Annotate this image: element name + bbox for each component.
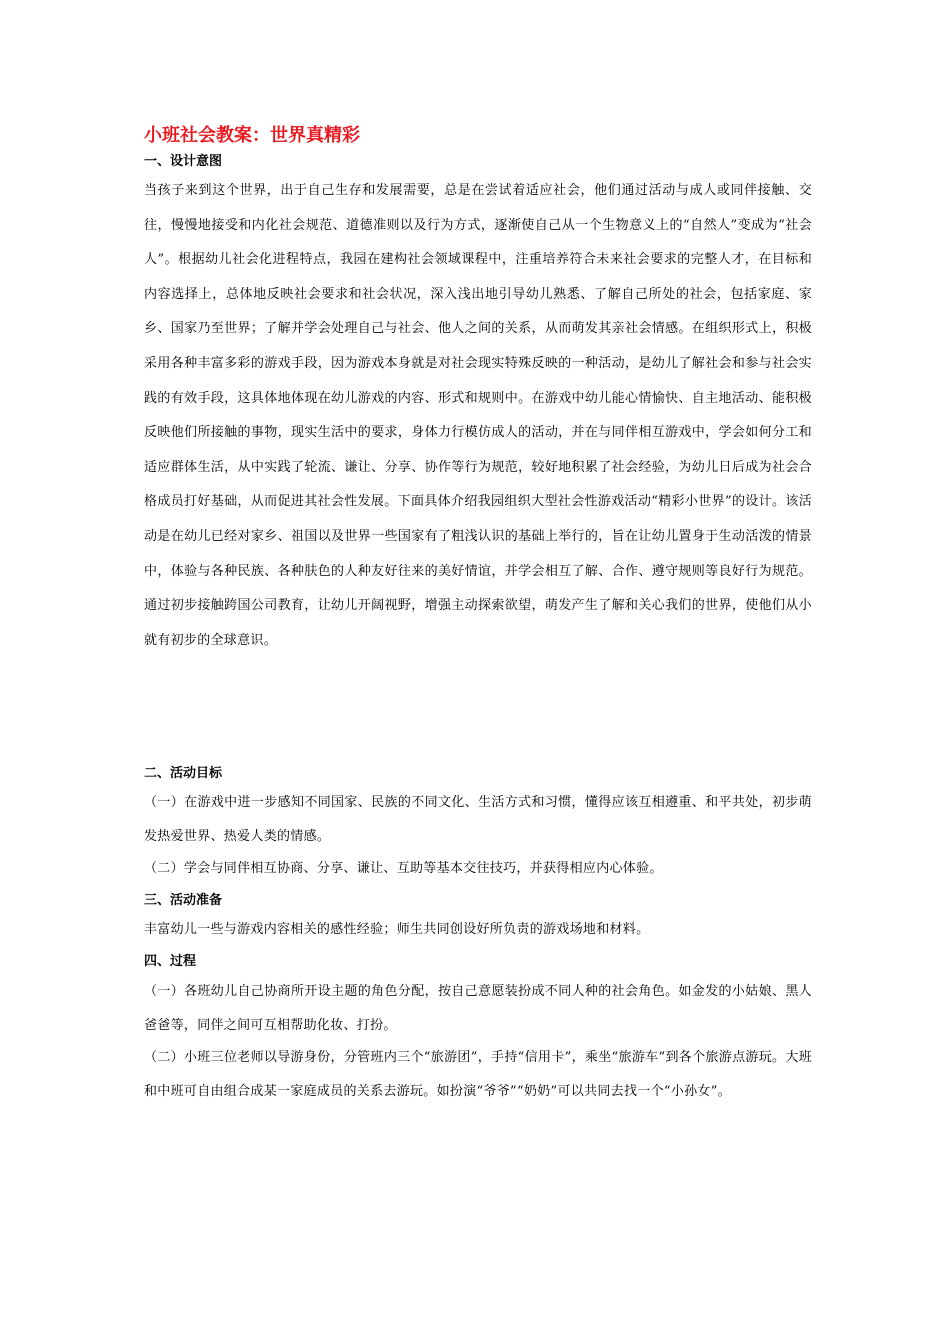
process-item-1: （一）各班幼儿自己协商所开设主题的角色分配，按自己意愿装扮成不同人种的社会角色。如金发的小姑娘、黑人爸爸等，同伴之间可互相帮助化妆、打扮。 — [144, 984, 812, 1033]
goal-item-1: （一）在游戏中进一步感知不同国家、民族的不同文化、生活方式和习惯，懂得应该互相遵重、和平共处，初步萌发热爱世界、热爱人类的情感。 — [144, 795, 812, 844]
section-heading-preparation: 三、活动准备 — [144, 893, 223, 908]
design-intent-paragraph: 当孩子来到这个世界，出于自己生存和发展需要，总是在尝试着适应社会，他们通过活动与成人或同伴接触、交往，慢慢地接受和内化社会规范、道德准则以及行为方式，逐渐使自己从一个生物意义上的“自然人”变成为“社会人”。根据幼儿社会化进程特点，我园在建构社会领域课程中，注重培养符合未来社会要求的完整人才，在目标和内容选择上，总体地反映社会要求和社会状况，深入浅出地引导幼儿熟悉、了解自己所处的社会，包括家庭、家乡、国家乃至世界；了解并学会处理自己与社会、他人之间的关系，从而萌发其亲社会情感。在组织形式上，积极采用各种丰富多彩的游戏手段，因为游戏本身就是对社会现实特殊反映的一种活动，是幼儿了解社会和参与社会实践的有效手段，这具体地体现在幼儿游戏的内容、形式和规则中。在游戏中幼儿能心情愉快、自主地活动、能积极反映他们所接触的事物，现实生活中的要求，身体力行模仿成人的活动，并在与同伴相互游戏中，学会如何分工和适应群体生活，从中实践了轮流、谦让、分享、协作等行为规范，较好地积累了社会经验，为幼儿日后成为社会合格成员打好基础，从而促进其社会性发展。下面具体介绍我园组织大型社会性游戏活动“精彩小世界”的设计。该活动是在幼儿已经对家乡、祖国以及世界一些国家有了粗浅认识的基础上举行的，旨在让幼儿置身于生动活泼的情景中，体验与各种民族、各种肤色的人种友好往来的美好情谊，并学会相互了解、合作、遵守规则等良好行为规范。通过初步接触跨国公司教育，让幼儿开阔视野，增强主动探索欲望，萌发产生了解和关心我们的世界，使他们从小就有初步的全球意识。 — [144, 183, 812, 648]
goal-item-2: （二）学会与同伴相互协商、分享、谦让、互助等基本交往技巧，并获得相应内心体验。 — [144, 861, 663, 876]
process-item-2: （二）小班三位老师以导游身份，分管班内三个“旅游团”，手持“信用卡”，乘坐“旅游车”到各个旅游点游玩。大班和中班可自由组合成某一家庭成员的关系去游玩。如扮演“爷爷”“奶奶”可以共同去找一个“小孙女”。 — [144, 1050, 812, 1099]
section-heading-goals: 二、活动目标 — [144, 766, 223, 781]
section-heading-process: 四、过程 — [144, 954, 197, 969]
document-title: 小班社会教案：世界真精彩 — [144, 125, 360, 146]
section-heading-design-intent: 一、设计意图 — [144, 154, 223, 169]
preparation-paragraph: 丰富幼儿一些与游戏内容相关的感性经验；师生共同创设好所负责的游戏场地和材料。 — [144, 922, 650, 937]
